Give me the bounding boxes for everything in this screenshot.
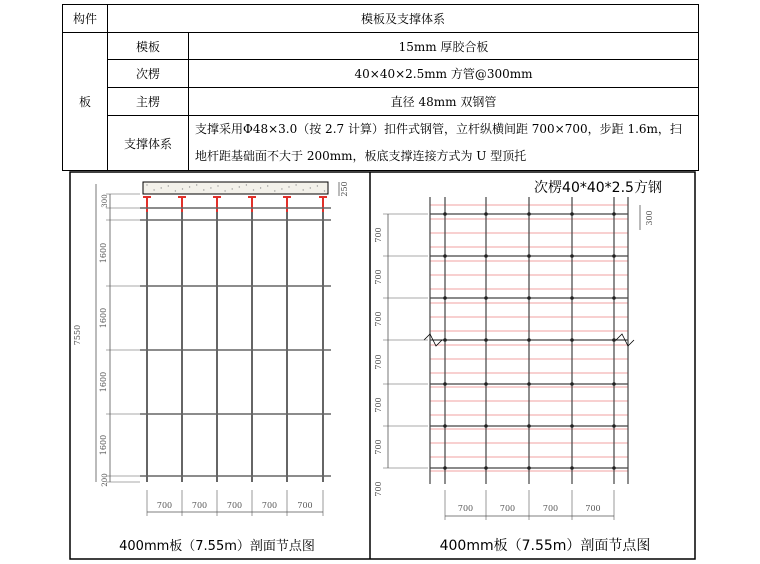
slab-texture-dot xyxy=(303,189,304,190)
node-point xyxy=(484,466,488,470)
dim-label: 700 xyxy=(374,311,383,327)
right-title: 次楞40*40*2.5方钢 xyxy=(534,180,662,196)
node-point xyxy=(527,338,531,342)
slab-texture-dot xyxy=(175,190,176,191)
node-point xyxy=(443,338,447,342)
node-point xyxy=(527,254,531,258)
dim-label: 700 xyxy=(585,504,601,513)
node-point xyxy=(527,212,531,216)
slab-texture-dot xyxy=(310,187,311,188)
dim-label: 700 xyxy=(374,269,383,285)
node-point xyxy=(612,254,616,258)
row-value: 支撑采用Φ48×3.0（按 2.7 计算）扣件式钢管，立杆纵横间距 700×700，步距 1.6m，扫地杆距基础面不大于 200mm，板底支撑连接方式为 U 型顶托 xyxy=(189,116,699,171)
node-point xyxy=(484,424,488,428)
node-point xyxy=(570,338,574,342)
dim-label: 250 xyxy=(340,181,349,197)
right-caption: 400mm板（7.55m）剖面节点图 xyxy=(439,538,651,554)
node-point xyxy=(527,296,531,300)
dim-label: 700 xyxy=(374,354,383,370)
slab-texture-dot xyxy=(246,184,247,185)
slab-texture-dot xyxy=(168,185,169,186)
row-label: 模板 xyxy=(108,33,189,60)
slab-texture-dot xyxy=(232,188,233,189)
dim-label: 700 xyxy=(499,504,516,513)
node-point xyxy=(612,212,616,216)
node-point xyxy=(443,212,447,216)
dim-label: 700 xyxy=(542,504,559,513)
row-value: 直径 48mm 双钢管 xyxy=(189,88,699,116)
dim-label: 700 xyxy=(374,481,383,497)
slab-texture-dot xyxy=(267,185,268,186)
left-section-drawing xyxy=(73,181,349,516)
dim-total-label: 7550 xyxy=(73,324,82,346)
node-point xyxy=(443,382,447,386)
dim-label: 700 xyxy=(191,501,208,510)
node-point xyxy=(570,382,574,386)
dim-label: 700 xyxy=(457,504,474,513)
slab-texture-dot xyxy=(217,185,218,186)
node-point xyxy=(484,254,488,258)
dim-label: 1600 xyxy=(99,242,108,264)
dim-label: 1600 xyxy=(99,371,108,393)
node-point xyxy=(527,424,531,428)
node-point xyxy=(612,296,616,300)
node-point xyxy=(612,466,616,470)
dim-label: 300 xyxy=(645,210,654,226)
node-point xyxy=(527,466,531,470)
node-point xyxy=(443,424,447,428)
node-point xyxy=(570,424,574,428)
dim-label: 700 xyxy=(261,501,278,510)
node-point xyxy=(570,296,574,300)
row-label: 支撑体系 xyxy=(108,116,189,171)
slab-texture-dot xyxy=(253,189,254,190)
node-point xyxy=(527,382,531,386)
dim-label: 1600 xyxy=(99,434,108,456)
node-point xyxy=(484,338,488,342)
slab-texture-dot xyxy=(239,186,240,187)
row-label: 主楞 xyxy=(108,88,189,116)
node-point xyxy=(484,212,488,216)
group-label: 板 xyxy=(63,33,108,171)
node-point xyxy=(570,254,574,258)
slab-texture-dot xyxy=(146,184,147,185)
row-label: 次楞 xyxy=(108,60,189,88)
slab-texture-dot xyxy=(295,184,296,185)
slab-texture-dot xyxy=(210,187,211,188)
dim-label: 300 xyxy=(101,194,109,208)
header-system: 模板及支撑体系 xyxy=(108,5,699,33)
dim-label: 700 xyxy=(374,439,383,455)
node-point xyxy=(612,424,616,428)
slab-texture-dot xyxy=(260,187,261,188)
slab-texture-dot xyxy=(317,185,318,186)
node-point xyxy=(484,296,488,300)
slab-texture-dot xyxy=(224,190,225,191)
node-point xyxy=(484,382,488,386)
slab-texture-dot xyxy=(189,186,190,187)
slab-texture-dot xyxy=(324,190,325,191)
slab-texture-dot xyxy=(274,190,275,191)
dim-label: 700 xyxy=(297,501,313,510)
node-point xyxy=(443,296,447,300)
node-point xyxy=(443,254,447,258)
slab-texture-dot xyxy=(182,188,183,189)
dim-label: 700 xyxy=(374,397,383,413)
row-value: 40×40×2.5mm 方管@300mm xyxy=(189,60,699,88)
row-value: 15mm 厚胶合板 xyxy=(189,33,699,60)
slab xyxy=(143,182,328,194)
left-caption: 400mm板（7.55m）剖面节点图 xyxy=(119,539,315,554)
slab-texture-dot xyxy=(153,189,154,190)
dim-label: 700 xyxy=(156,501,173,510)
node-point xyxy=(443,466,447,470)
slab-texture-dot xyxy=(288,186,289,187)
node-point xyxy=(570,466,574,470)
slab-texture-dot xyxy=(203,189,204,190)
node-point xyxy=(570,212,574,216)
dim-label: 700 xyxy=(226,501,243,510)
slab-texture-dot xyxy=(281,188,282,189)
node-point xyxy=(612,338,616,342)
slab-texture-dot xyxy=(161,187,162,188)
dim-label: 200 xyxy=(101,473,109,487)
dim-label: 1600 xyxy=(99,307,108,329)
node-point xyxy=(612,382,616,386)
header-component: 构件 xyxy=(63,5,108,33)
dim-label: 700 xyxy=(374,227,383,243)
right-section-drawing xyxy=(374,197,654,520)
slab-texture-dot xyxy=(196,184,197,185)
